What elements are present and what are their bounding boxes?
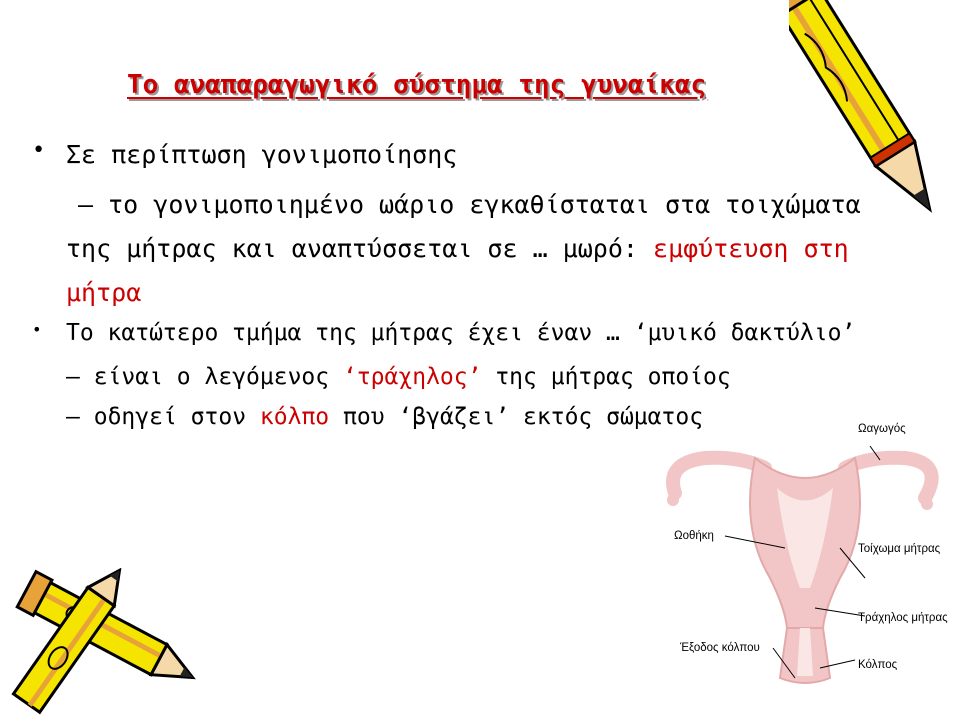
bullet-marker: • — [32, 138, 46, 163]
bullet-marker: • — [32, 320, 42, 339]
bullet-2-text: Το κατώτερο τμήμα της μήτρας έχει έναν … ‘μυικό δακτύλιο’ — [66, 320, 856, 346]
sub-text: οδηγεί στον — [93, 404, 247, 430]
sub-text: είναι ο λεγόμενος — [93, 364, 330, 390]
label-vagina: Κόλπος — [858, 659, 898, 671]
sub-text-plain: της μήτρας και αναπτύσσεται σε … μωρό: — [66, 234, 638, 263]
label-cervix: Τράχηλος μήτρας — [858, 612, 948, 624]
sub-text-highlight: ‘τράχηλος’ — [342, 364, 482, 390]
bullet-1-text: Σε περίπτωση γονιμοποίησης — [66, 140, 458, 169]
pencil-icon-right — [789, 0, 959, 250]
sub-text: της μήτρας οποίος — [495, 364, 731, 390]
sub-bullet-3 — [66, 404, 703, 430]
sub-bullet-2 — [66, 364, 731, 390]
sub-text: το γονιμοποιημένο ωάριο εγκαθίσταται στα τοιχώματα — [108, 190, 861, 219]
pencil-icon-left — [0, 568, 200, 718]
sub-bullet-1-line-2 — [66, 234, 849, 263]
sub-text-highlight: εμφύτευση στη — [653, 234, 849, 263]
sub-bullet-1-line-3: μήτρα — [66, 278, 142, 307]
sub-text: που ‘βγάζει’ εκτός σώματος — [343, 404, 704, 430]
sub-text-highlight: κόλπο — [259, 404, 330, 430]
slide-title: Το αναπαραγωγικό σύστημα της γυναίκας — [127, 70, 707, 100]
label-uterine-wall: Τοίχωμα μήτρας — [858, 543, 941, 555]
sub-dash: – — [78, 190, 94, 219]
label-ovary: Ωοθήκη — [674, 530, 714, 542]
sub-bullet-1-line-1 — [78, 190, 861, 219]
sub-dash: – — [66, 404, 80, 430]
uterus-diagram — [655, 438, 955, 708]
label-vaginal-opening: Έξοδος κόλπου — [680, 642, 760, 654]
sub-dash: – — [66, 364, 80, 390]
label-oviduct: Ωαγωγός — [858, 423, 906, 435]
